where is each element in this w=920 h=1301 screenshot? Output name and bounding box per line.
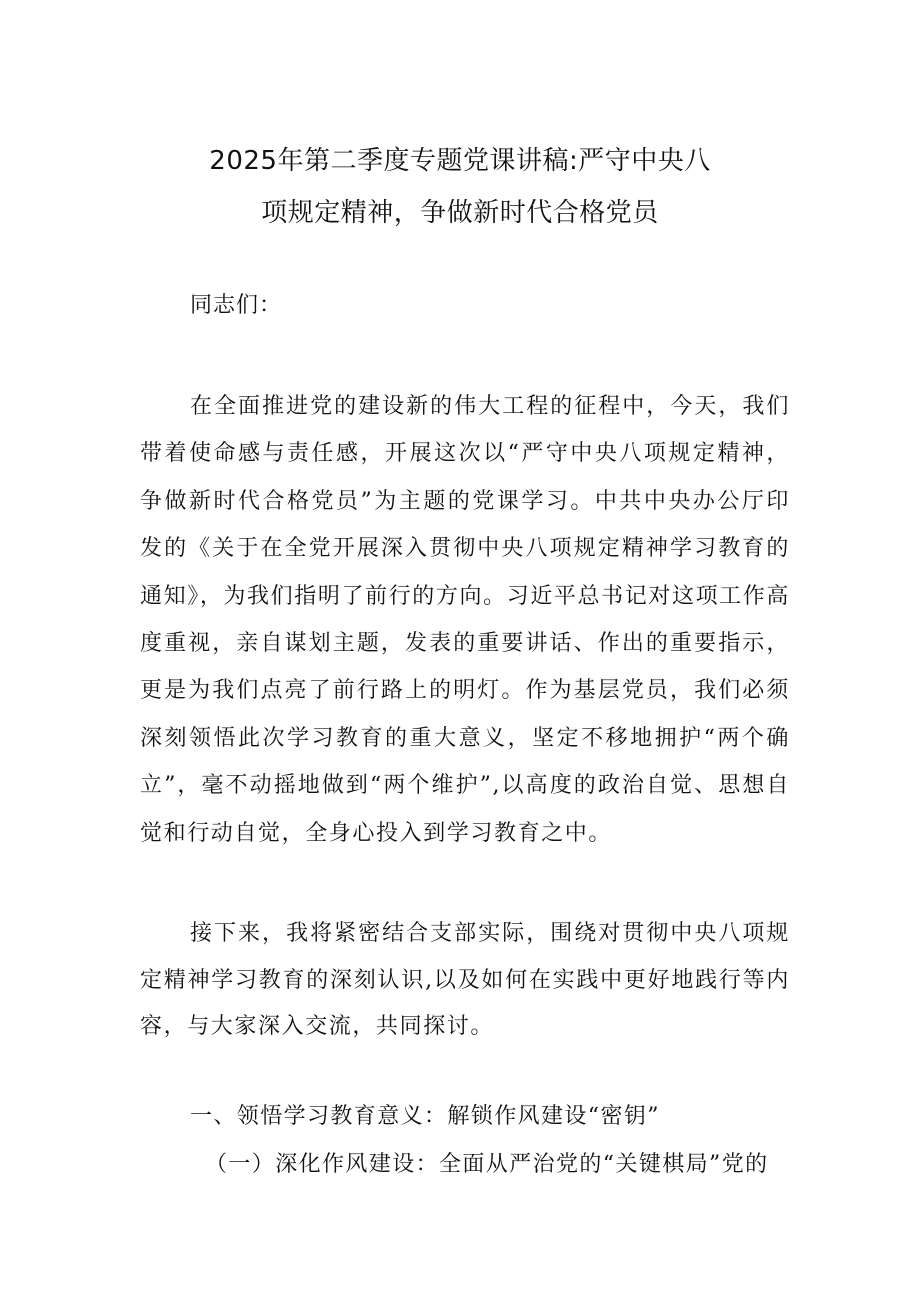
subsection-heading: （一）深化作风建设：全面从严治党的“关键棋局”党的 bbox=[205, 1152, 769, 1177]
outline-paragraph: 接下来，我将紧密结合支部实际，围绕对贯彻中央八项规定精神学习教育的深刻认识,以及如何在实践中更好地践行等内容，与大家深入交流，共同探讨。 bbox=[140, 921, 790, 1039]
salutation: 同志们： bbox=[190, 293, 283, 318]
document-title-line-2: 项规定精神，争做新时代合格党员 bbox=[261, 198, 659, 228]
document-title-line-1: 2025年第二季度专题党课讲稿:严守中央八 bbox=[209, 146, 711, 176]
intro-paragraph: 在全面推进党的建设新的伟大工程的征程中，今天，我们带着使命感与责任感，开展这次以“严守中央八项规定精神，争做新时代合格党员”为主题的党课学习。中共中央办公厅印发的《关于在全党开展深入贯彻中央八项规定精神学习教育的通知》，为我们指明了前行的方向。习近平总书记对这项工作高度重视，亲自谋划主题，发表的重要讲话、作出的重要指示，更是为我们点亮了前行路上的明灯。作为基层党员，我们必须深刻领悟此次学习教育的重大意义，坚定不移地拥护“两个确立”，毫不动摇地做到“两个维护”,以高度的政治自觉、思想自觉和行动自觉，全身心投入到学习教育之中。 bbox=[140, 394, 790, 846]
section-heading: 一、领悟学习教育意义：解锁作风建设“密钥” bbox=[190, 1104, 660, 1129]
